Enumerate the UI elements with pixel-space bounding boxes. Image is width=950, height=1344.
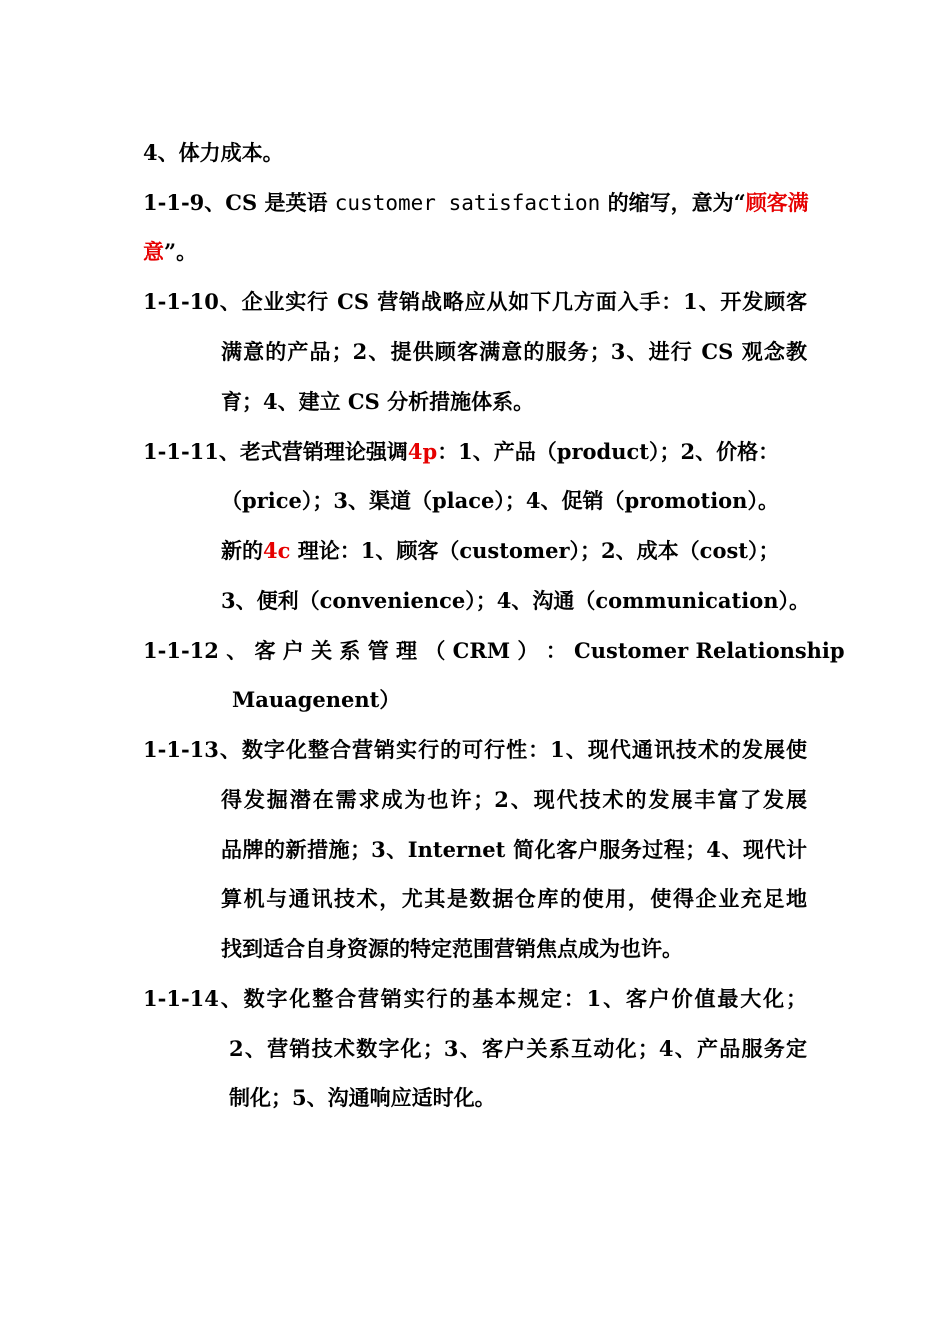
text: ：1、产品（product）；2、价格：	[437, 439, 780, 464]
line-1-1-14-cont: 2、营销技术数字化；3、客户关系互动化；4、产品服务定	[229, 1036, 807, 1061]
text: 1-1-9、CS 是英语	[143, 190, 335, 215]
line-1-1-10: 1-1-10、企业实行 CS 营销战略应从如下几方面入手：1、开发顾客	[143, 289, 807, 314]
line-1-1-14: 1-1-14、数字化整合营销实行的基本规定：1、客户价值最大化；	[143, 986, 807, 1011]
line-1-1-11-cont: （price）；3、渠道（place）；4、促销（promotion）。	[221, 488, 779, 513]
line-1-1-11-cont: 3、便利（convenience）；4、沟通（communication）。	[221, 588, 810, 613]
highlight-text: 4c	[263, 538, 291, 563]
line-1-1-12: 1-1-12 、 客 户 关 系 管 理 （ CRM ） ： Customer Relationship	[143, 638, 845, 663]
line-1-1-10-cont: 育；4、建立 CS 分析措施体系。	[221, 389, 535, 414]
line-1-1-12-cont: Mauagenent）	[232, 687, 401, 712]
text: 的缩写，意为“	[600, 190, 746, 215]
line-1-1-11-cont	[221, 537, 780, 565]
line-1-1-13-cont: 找到适合自身资源的特定范围营销焦点成为也许。	[221, 936, 683, 961]
line-1-1-11	[143, 438, 779, 466]
text: 新的	[221, 538, 263, 563]
english-term: customer satisfaction	[334, 191, 601, 215]
highlight-text: 顾客满	[745, 190, 809, 215]
text: 1-1-11、老式营销理论强调	[143, 439, 408, 464]
line-1-1-13-cont: 算机与通讯技术，尤其是数据仓库的使用，使得企业充足地	[221, 886, 807, 911]
highlight-text: 4p	[407, 439, 438, 464]
line-1-1-14-cont: 制化；5、沟通响应适时化。	[229, 1085, 496, 1110]
line-1-1-10-cont: 满意的产品；2、提供顾客满意的服务；3、进行 CS 观念教	[221, 339, 807, 364]
line-4-physical-cost	[143, 139, 284, 167]
line-1-1-9	[143, 189, 809, 217]
text: 理论：1、顾客（customer）；2、成本（cost）；	[290, 538, 780, 563]
line-1-1-9-cont	[143, 238, 197, 266]
line-1-1-13: 1-1-13、数字化整合营销实行的可行性：1、现代通讯技术的发展使	[143, 737, 807, 762]
line-1-1-13-cont: 品牌的新措施；3、Internet 简化客户服务过程；4、现代计	[221, 837, 807, 862]
text: ”。	[164, 239, 198, 264]
text: 4、体力成本。	[143, 140, 284, 165]
line-1-1-13-cont: 得发掘潜在需求成为也许；2、现代技术的发展丰富了发展	[221, 787, 807, 812]
highlight-text: 意	[143, 239, 164, 264]
